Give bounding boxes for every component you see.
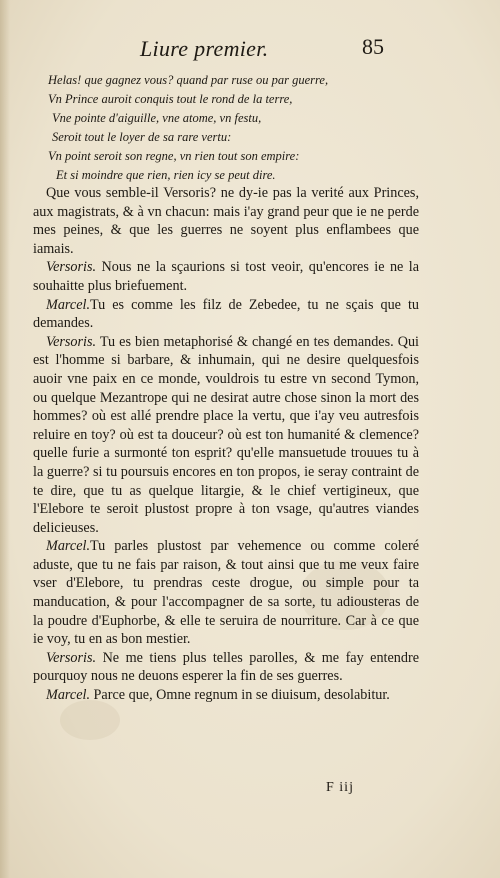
running-header: [140, 36, 390, 62]
verse-line: Vn Prince auroit conquis tout le rond de la terre,: [48, 92, 293, 106]
speaker-name: Versoris.: [46, 649, 97, 666]
paragraph: [33, 686, 419, 705]
page-number: 85: [362, 34, 384, 59]
paragraph: [33, 537, 419, 649]
verse-line: Seroit tout le loyer de sa rare vertu:: [52, 130, 232, 144]
paragraph-text: Ne me tiens plus telles parolles, & me fay entendre pourquoy nous ne deuons esperer la fin de ses guerres.: [33, 649, 420, 685]
verse-line: Et si moindre que rien, rien icy se peut dire.: [56, 168, 276, 182]
dialogue-text: [33, 184, 419, 705]
running-title: Liure premier.: [140, 36, 269, 61]
paragraph-text: Que vous semble-il Versoris? ne dy-ie pas la verité aux Princes, aux magistrats, & à vn chacun: mais i'ay grand peur que ie ne perde mes peines, & que les guerres ne soyent plus enflambees que iamais.: [33, 185, 419, 257]
paragraph-text: Parce que, Omne regnum in se diuisum, desolabitur.: [93, 687, 390, 704]
speaker-name: Marcel.: [46, 687, 90, 704]
signature-mark: F iij: [326, 780, 354, 795]
verse-line: Vn point seroit son regne, vn rien tout son empire:: [48, 149, 300, 163]
speaker-name: Marcel.: [46, 296, 90, 313]
verse-line: Helas! que gagnez vous? quand par ruse ou par guerre,: [48, 73, 329, 87]
paragraph-text: Nous ne la sçaurions si tost veoir, qu'encores ie ne la souhaitte plus briefuement.: [33, 259, 419, 294]
paragraph-text: Tu parles plustost par vehemence ou comme coleré aduste, que tu ne fais par raison, & tout ainsi que tu me veux faire vser d'Elebore, tu prendras ceste drogue, ou simple pour ta manducation, & pour l'accompagner de sa sorte, tu adiousteras de la poudre d'Euphorbe, & elle te seruira de nourriture. Car à ce que ie voy, tu en as bon mestier.: [33, 538, 419, 648]
speaker-name: Versoris.: [46, 259, 97, 276]
verse-line: Vne pointe d'aiguille, vne atome, vn festu,: [52, 111, 262, 125]
paragraph-text: Tu es comme les filz de Zebedee, tu ne sçais que tu demandes.: [33, 296, 419, 332]
verse-block: [48, 71, 378, 185]
paragraph: [33, 296, 419, 333]
page-binding-shadow: [0, 0, 10, 878]
paragraph-text: Tu es bien metaphorisé & changé en tes demandes. Qui est l'homme si barbare, & inhumain, qui ne desire quelquesfois auoir vne paix en ce monde, vouldrois tu estre vn second Tymon, ou quelque Mezantrope qui ne desirat autre chose sinon la mort des hommes? où est allé prendre place la vertu, que i'ay veu autresfois reluire en toy? où est ta douceur? où est ton humanité & clemence? quelle furie a surmonté ton esprit? qu'elle mansuetude trouues tu à la guerre? si tu poursuis encores en ton propos, ie seray contraint de te dire, que tu as quelque litargie, & le chief vertigineux, que l'Elebore te seroit plustost propre à ton vsage, qu'autres viandes delicieuses.: [33, 333, 419, 536]
paragraph: [33, 258, 419, 295]
paragraph: [33, 649, 419, 686]
speaker-name: Versoris.: [46, 333, 97, 350]
paper-stain: [60, 700, 120, 740]
paragraph: [33, 184, 419, 258]
speaker-name: Marcel.: [46, 538, 90, 555]
paragraph: [33, 333, 419, 538]
